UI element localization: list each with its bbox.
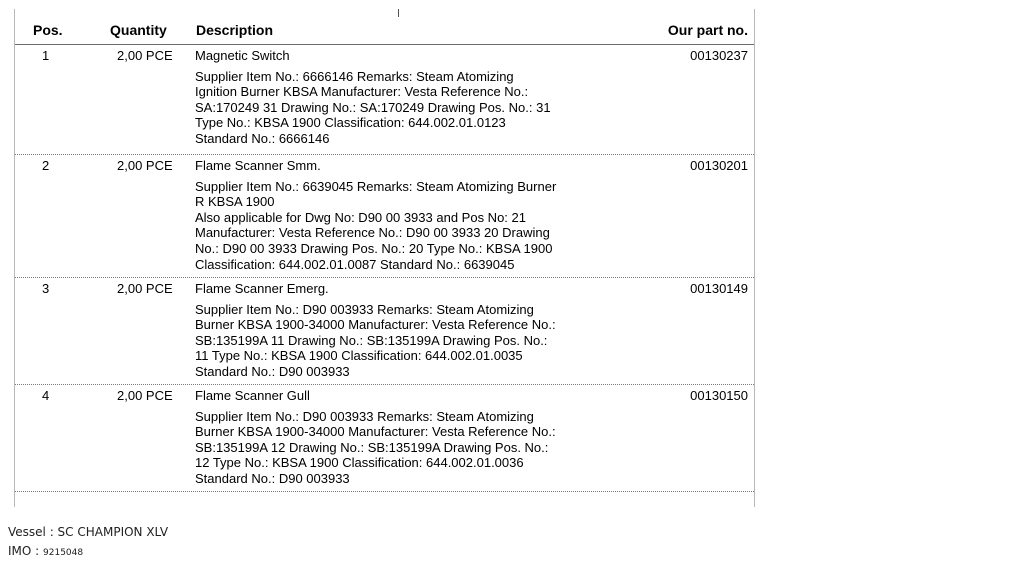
row-pos: 1 bbox=[42, 48, 50, 63]
row-part-no: 00130149 bbox=[690, 281, 748, 296]
description-line: No.: D90 00 3933 Drawing Pos. No.: 20 Type No.: KBSA 1900 bbox=[195, 240, 553, 256]
header-pos: Pos. bbox=[33, 22, 63, 38]
row-pos: 4 bbox=[42, 388, 50, 403]
imo-label: IMO : bbox=[8, 544, 44, 558]
row-quantity: 2,00 PCE bbox=[117, 158, 173, 173]
imo-number: 9215048 bbox=[43, 548, 84, 558]
description-line: Type No.: KBSA 1900 Classification: 644.002.01.0123 bbox=[195, 115, 506, 131]
header-description: Description bbox=[196, 22, 274, 38]
vessel-name: Vessel : SC CHAMPION XLV bbox=[8, 525, 169, 539]
table-row bbox=[15, 385, 754, 492]
table-row bbox=[15, 45, 754, 155]
description-line: Supplier Item No.: D90 003933 Remarks: Steam Atomizing bbox=[195, 301, 534, 317]
row-part-no: 00130237 bbox=[690, 48, 748, 63]
document-page bbox=[14, 9, 755, 507]
row-title: Flame Scanner Smm. bbox=[195, 158, 321, 173]
row-description bbox=[195, 388, 595, 487]
row-title: Flame Scanner Gull bbox=[195, 388, 310, 403]
description-line: Standard No.: 6666146 bbox=[195, 130, 330, 146]
table-row bbox=[15, 278, 754, 385]
row-description bbox=[195, 48, 595, 147]
description-line: 11 Type No.: KBSA 1900 Classification: 644.002.01.0035 bbox=[195, 348, 523, 364]
description-line: Burner KBSA 1900-34000 Manufacturer: Vesta Reference No.: bbox=[195, 317, 556, 333]
row-pos: 3 bbox=[42, 281, 50, 296]
table-row bbox=[15, 155, 754, 278]
description-line: R KBSA 1900 bbox=[195, 194, 275, 210]
header-quantity: Quantity bbox=[110, 22, 167, 38]
row-title: Magnetic Switch bbox=[195, 48, 290, 63]
row-description bbox=[195, 158, 595, 272]
page-tick-mark bbox=[398, 9, 399, 17]
description-line: Supplier Item No.: 6666146 Remarks: Steam Atomizing bbox=[195, 68, 514, 84]
table-header bbox=[15, 18, 754, 45]
description-line: SB:135199A 11 Drawing No.: SB:135199A Drawing Pos. No.: bbox=[195, 332, 548, 348]
row-quantity: 2,00 PCE bbox=[117, 388, 173, 403]
description-line: SA:170249 31 Drawing No.: SA:170249 Drawing Pos. No.: 31 bbox=[195, 99, 551, 115]
description-line: Also applicable for Dwg No: D90 00 3933 and Pos No: 21 bbox=[195, 209, 526, 225]
description-line: Supplier Item No.: D90 003933 Remarks: Steam Atomizing bbox=[195, 408, 534, 424]
vessel-info bbox=[8, 524, 168, 559]
description-line: Supplier Item No.: 6639045 Remarks: Steam Atomizing Burner bbox=[195, 178, 557, 194]
description-line: Standard No.: D90 003933 bbox=[195, 363, 350, 379]
row-part-no: 00130150 bbox=[690, 388, 748, 403]
description-line: Manufacturer: Vesta Reference No.: D90 00 3933 20 Drawing bbox=[195, 225, 550, 241]
description-line: Ignition Burner KBSA Manufacturer: Vesta Reference No.: bbox=[195, 84, 529, 100]
description-line: Burner KBSA 1900-34000 Manufacturer: Vesta Reference No.: bbox=[195, 424, 556, 440]
row-quantity: 2,00 PCE bbox=[117, 281, 173, 296]
row-quantity: 2,00 PCE bbox=[117, 48, 173, 63]
row-title: Flame Scanner Emerg. bbox=[195, 281, 329, 296]
header-part-no: Our part no. bbox=[667, 22, 748, 38]
description-line: Classification: 644.002.01.0087 Standard No.: 6639045 bbox=[195, 256, 515, 272]
description-line: Standard No.: D90 003933 bbox=[195, 470, 350, 486]
row-pos: 2 bbox=[42, 158, 50, 173]
description-line: 12 Type No.: KBSA 1900 Classification: 644.002.01.0036 bbox=[195, 455, 524, 471]
row-part-no: 00130201 bbox=[690, 158, 748, 173]
row-description bbox=[195, 281, 595, 380]
description-line: SB:135199A 12 Drawing No.: SB:135199A Drawing Pos. No.: bbox=[195, 439, 549, 455]
